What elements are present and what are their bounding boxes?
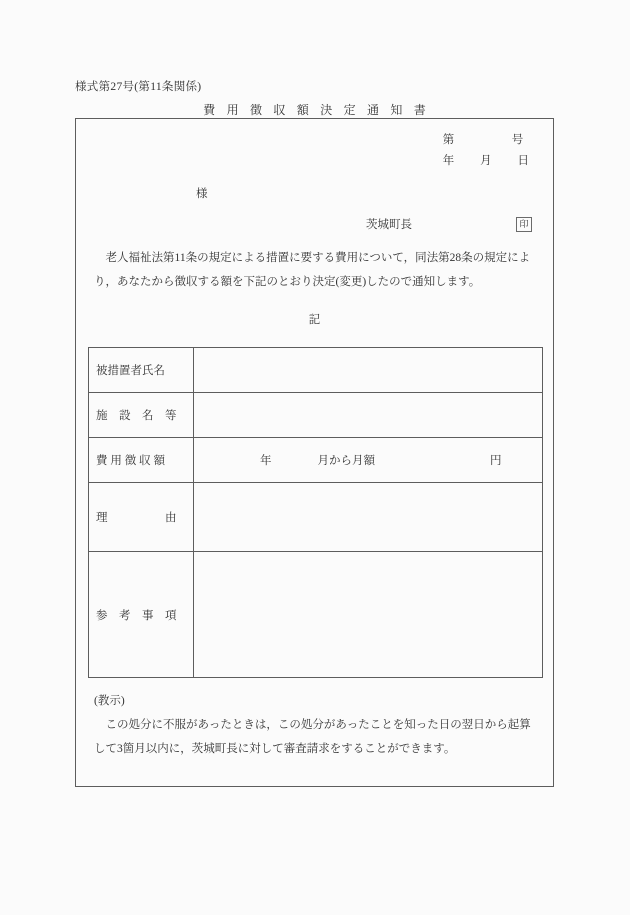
row-value-remarks[interactable]: [194, 552, 543, 678]
row-label-reason-text: 理 由: [96, 512, 177, 524]
row-label-recipient-name: [89, 348, 194, 393]
row-value-collection-amount-text: 年 月から月額 円: [260, 455, 502, 467]
row-value-recipient-name[interactable]: [194, 348, 543, 393]
row-label-recipient-name-text: 被措置者氏名: [96, 365, 165, 377]
row-label-reason: [89, 483, 194, 552]
form-number: 様式第27号(第11条関係): [75, 81, 202, 93]
table-row-facility-name: [89, 393, 543, 438]
document-title: 費 用 徴 収 額 決 定 通 知 書: [203, 103, 430, 117]
row-label-remarks: [89, 552, 194, 678]
table-row-recipient-name: [89, 348, 543, 393]
document-meta: [443, 130, 529, 172]
document-frame: [75, 118, 554, 787]
instructions-block: [94, 689, 538, 761]
row-value-collection-amount[interactable]: [194, 438, 543, 483]
document-number-line: 第 号: [442, 134, 524, 146]
instructions-heading: (教示): [94, 695, 125, 707]
table-row-collection-amount: [89, 438, 543, 483]
row-label-collection-amount: [89, 438, 194, 483]
row-label-collection-amount-text: 費 用 徴 収 額: [96, 455, 165, 467]
instructions-line-2: して3箇月以内に，茨城町長に対して審査請求をすることができます。: [94, 743, 456, 755]
detail-table: [88, 347, 543, 678]
seal-stamp-icon: 印: [516, 217, 532, 232]
table-row-reason: [89, 483, 543, 552]
body-paragraph-line-2: り，あなたから徴収する額を下記のとおり決定(変更)したので通知します。: [94, 276, 481, 288]
body-paragraph-line-1: 老人福祉法第11条の規定による措置に要する費用について，同法第28条の規定によ: [94, 252, 531, 264]
issuer-name: 茨城町長: [366, 219, 412, 231]
row-label-facility-name: [89, 393, 194, 438]
row-value-facility-name[interactable]: [194, 393, 543, 438]
ki-marker: 記: [308, 314, 321, 326]
addressee-line: 様: [196, 188, 208, 200]
instructions-line-1: この処分に不服があったときは，この処分があったことを知った日の翌日から起算: [94, 719, 531, 731]
issuer-row: [366, 216, 532, 232]
row-label-remarks-text: 参 考 事 項: [96, 609, 177, 622]
document-date-line: 年 月 日: [442, 155, 529, 167]
body-paragraph: [94, 246, 538, 294]
row-value-reason[interactable]: [194, 483, 543, 552]
table-row-remarks: [89, 552, 543, 678]
row-label-facility-name-text: 施 設 名 等: [96, 410, 177, 422]
